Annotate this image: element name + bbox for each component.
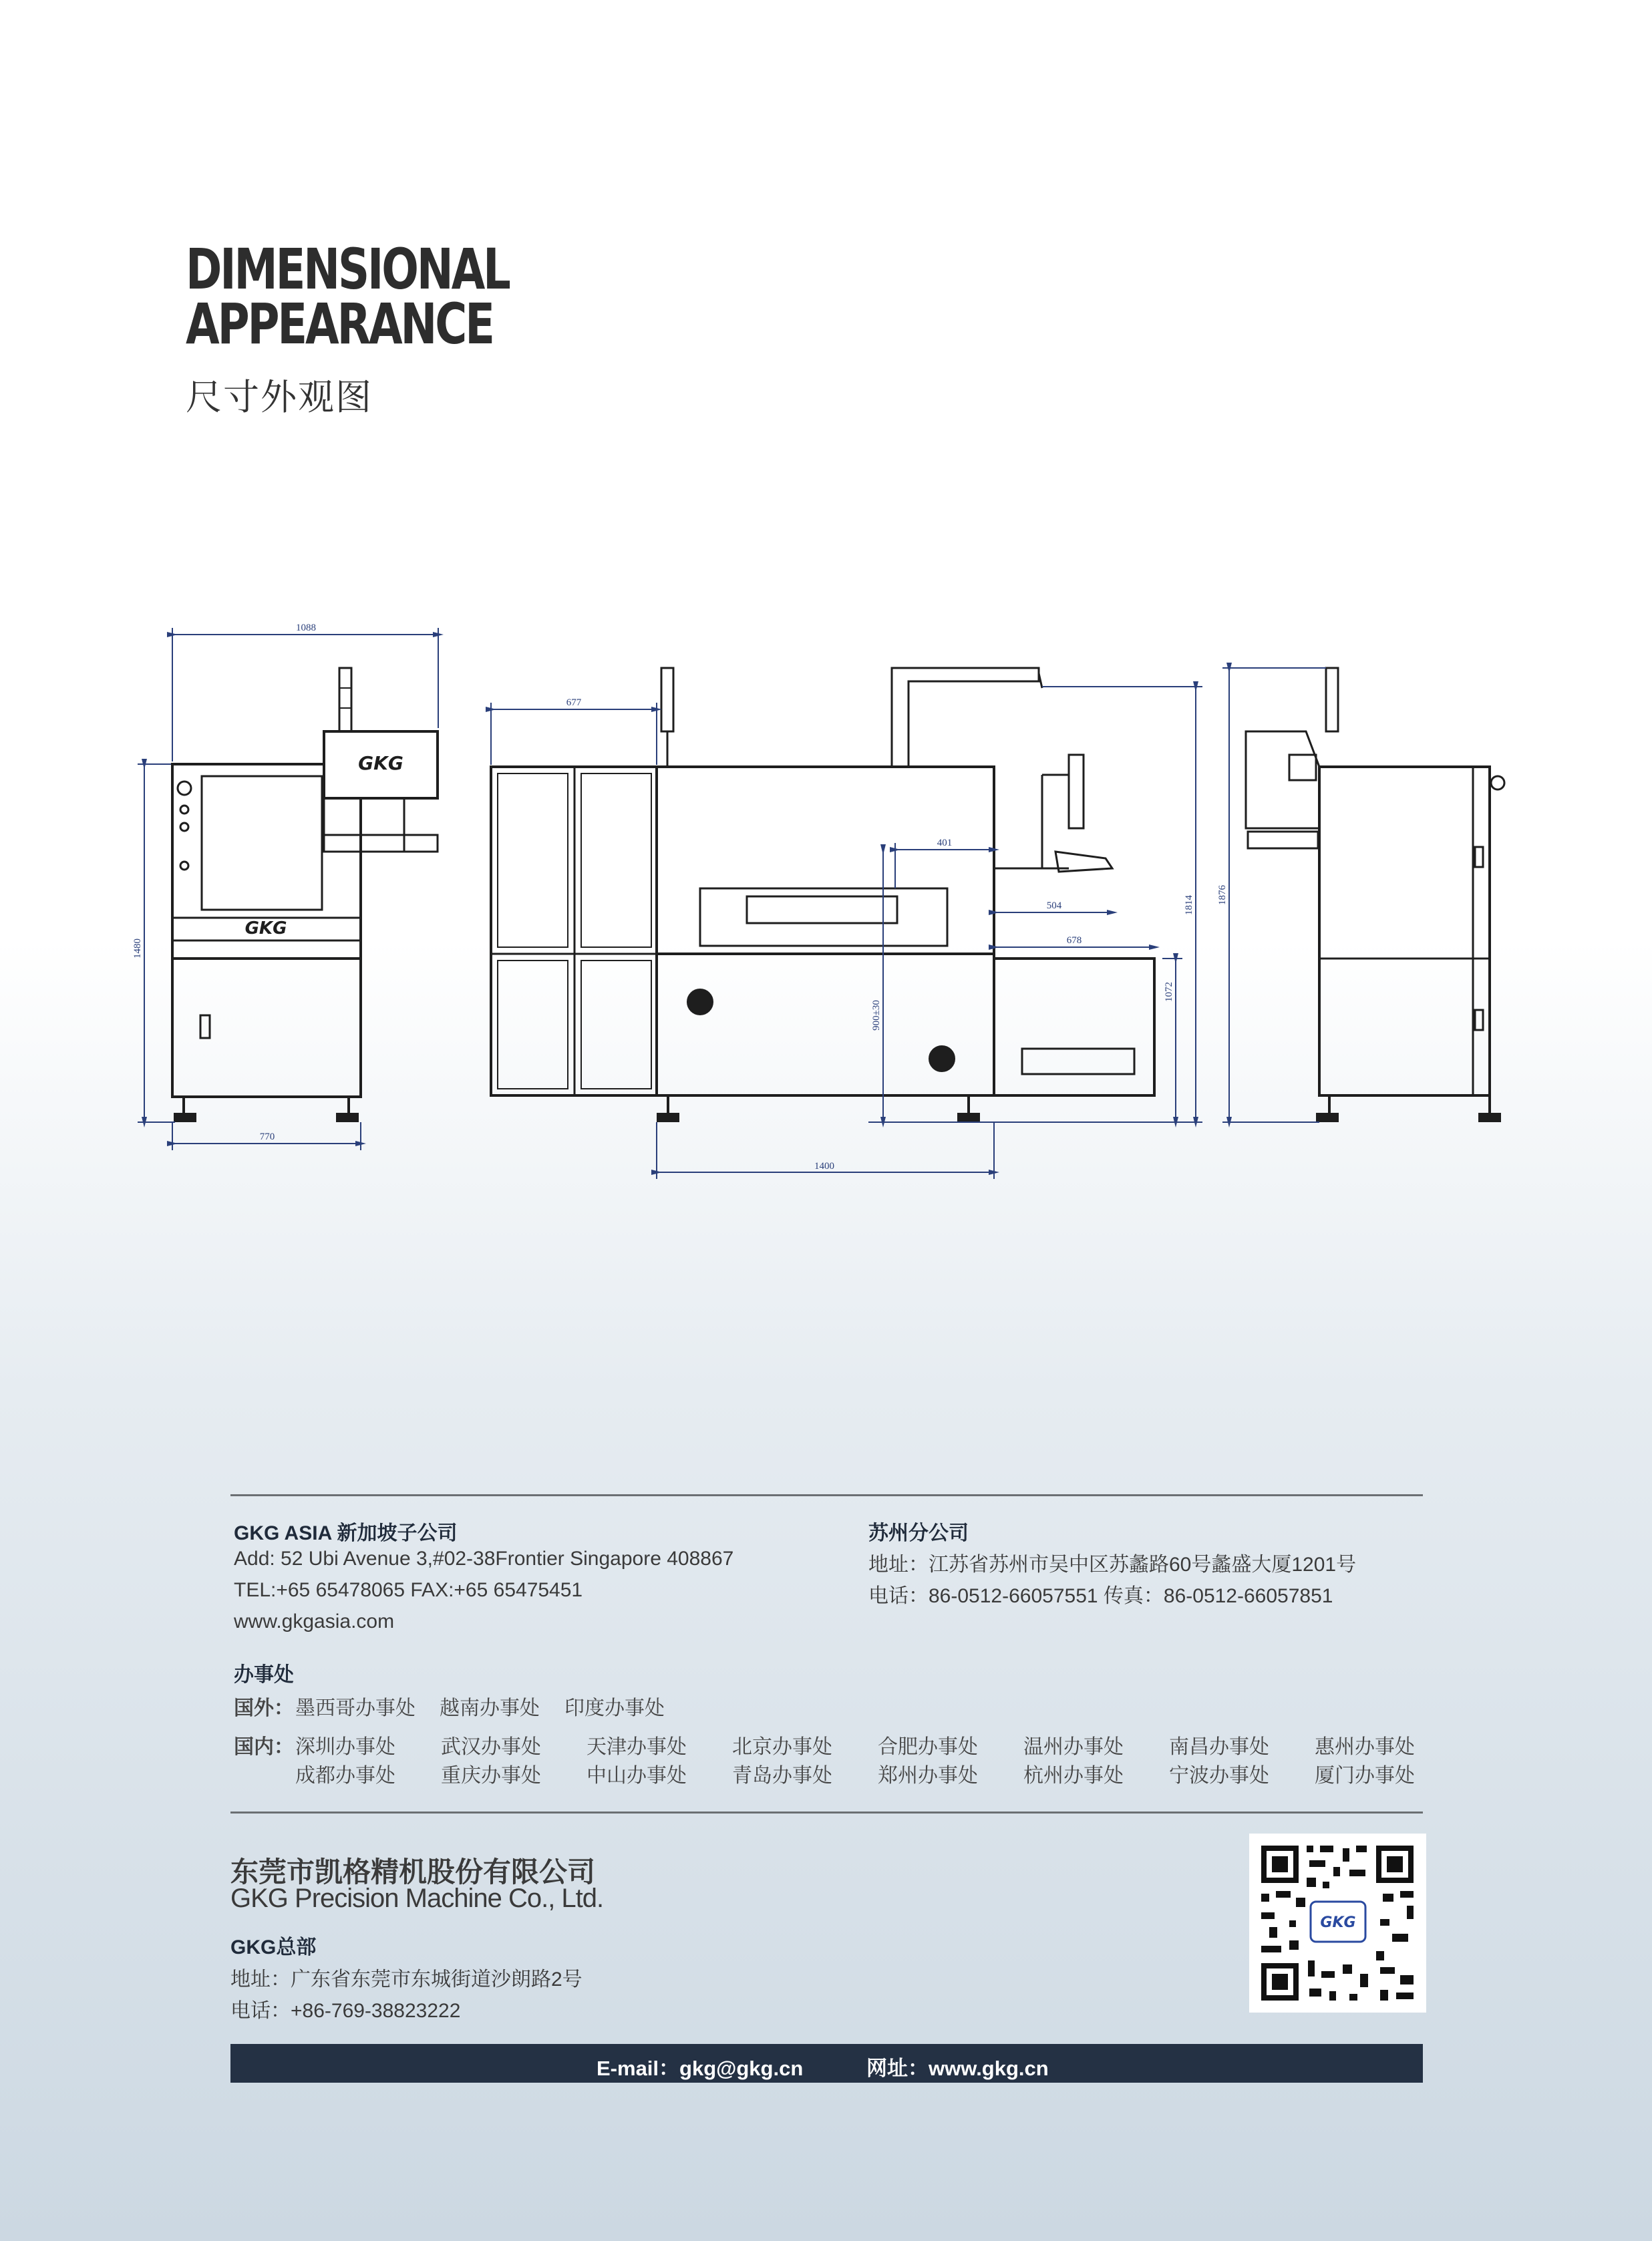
dim-front-height: 1480 (132, 938, 143, 959)
divider-bottom (230, 1812, 1423, 1814)
front-view (172, 668, 438, 1121)
dim-1876: 1876 (1217, 885, 1228, 905)
dim-front-width: 1088 (296, 623, 316, 633)
dim-1814: 1814 (1184, 895, 1194, 915)
brand-logo-monitor: GKG (358, 752, 403, 774)
office-overseas-0: 墨西哥办事处 (295, 1697, 416, 1719)
office-domestic-r1-2: 天津办事处 (587, 1736, 687, 1758)
dim-401: 401 (937, 838, 953, 848)
contact-website[interactable]: 网址：www.gkg.cn (866, 2057, 1049, 2080)
hq-title: GKG总部 (230, 1936, 317, 1958)
dim-side-cabinet: 677 (566, 697, 582, 708)
divider-top (230, 1494, 1423, 1496)
asia-address: Add: 52 Ubi Avenue 3,#02-38Frontier Singapore 408867 (234, 1548, 734, 1570)
office-domestic-r2-4: 郑州办事处 (878, 1765, 978, 1787)
office-domestic-r1-6: 南昌办事处 (1169, 1736, 1269, 1758)
qr-logo: GKG (1320, 1914, 1356, 1931)
suzhou-title: 苏州分公司 (868, 1522, 969, 1544)
domestic-label: 国内： (234, 1736, 294, 1758)
asia-web[interactable]: www.gkgasia.com (234, 1610, 395, 1632)
office-domestic-r1-0: 深圳办事处 (295, 1736, 395, 1758)
office-overseas-2: 印度办事处 (564, 1697, 665, 1719)
company-name-cn: 东莞市凯格精机股份有限公司 (230, 1856, 596, 1888)
overseas-label: 国外： (234, 1697, 294, 1719)
dim-1072: 1072 (1164, 982, 1174, 1002)
brand-logo-panel: GKG (244, 918, 287, 938)
office-domestic-r2-5: 杭州办事处 (1023, 1765, 1124, 1787)
dim-504: 504 (1046, 900, 1062, 911)
office-domestic-r1-5: 温州办事处 (1023, 1736, 1124, 1758)
title-line-2: APPEARANCE (186, 291, 493, 357)
office-domestic-r2-2: 中山办事处 (587, 1765, 687, 1787)
hq-address: 地址：广东省东莞市东城街道沙朗路2号 (230, 1968, 583, 1991)
dim-front-base: 770 (259, 1132, 275, 1142)
office-domestic-r1-7: 惠州办事处 (1315, 1736, 1415, 1758)
offices-title: 办事处 (234, 1664, 294, 1686)
title-line-1: DIMENSIONAL (186, 236, 509, 302)
office-domestic-r1-1: 武汉办事处 (441, 1736, 541, 1758)
office-domestic-r1-3: 北京办事处 (732, 1736, 832, 1758)
asia-phone: TEL:+65 65478065 FAX:+65 65475451 (234, 1579, 583, 1601)
contact-bar (230, 2044, 1423, 2083)
qr-code[interactable] (1249, 1834, 1426, 2013)
page-title-cn: 尺寸外观图 (186, 377, 373, 417)
hq-phone: 电话：+86-769-38823222 (230, 2000, 461, 2022)
office-domestic-r2-7: 厦门办事处 (1315, 1765, 1415, 1787)
office-domestic-r2-0: 成都办事处 (295, 1765, 395, 1787)
suzhou-address: 地址：江苏省苏州市吴中区苏蠡路60号蠡盛大厦1201号 (868, 1554, 1357, 1576)
office-domestic-r2-1: 重庆办事处 (441, 1765, 541, 1787)
asia-title: GKG ASIA 新加坡子公司 (234, 1522, 458, 1544)
dim-1400: 1400 (814, 1161, 834, 1172)
office-overseas-1: 越南办事处 (440, 1697, 540, 1719)
contact-email[interactable]: E-mail：gkg@gkg.cn (597, 2057, 804, 2080)
dim-900: 900±30 (871, 1000, 882, 1031)
qr-code-graphic (1249, 1834, 1426, 2013)
office-domestic-r2-6: 宁波办事处 (1169, 1765, 1269, 1787)
suzhou-phone: 电话：86-0512-66057551 传真：86-0512-66057851 (868, 1585, 1333, 1607)
rear-view (1246, 668, 1504, 1121)
office-domestic-r1-4: 合肥办事处 (878, 1736, 978, 1758)
company-name-en: GKG Precision Machine Co., Ltd. (230, 1884, 604, 1913)
office-domestic-r2-3: 青岛办事处 (732, 1765, 832, 1787)
side-view (491, 668, 1154, 1121)
dim-678: 678 (1066, 935, 1082, 946)
